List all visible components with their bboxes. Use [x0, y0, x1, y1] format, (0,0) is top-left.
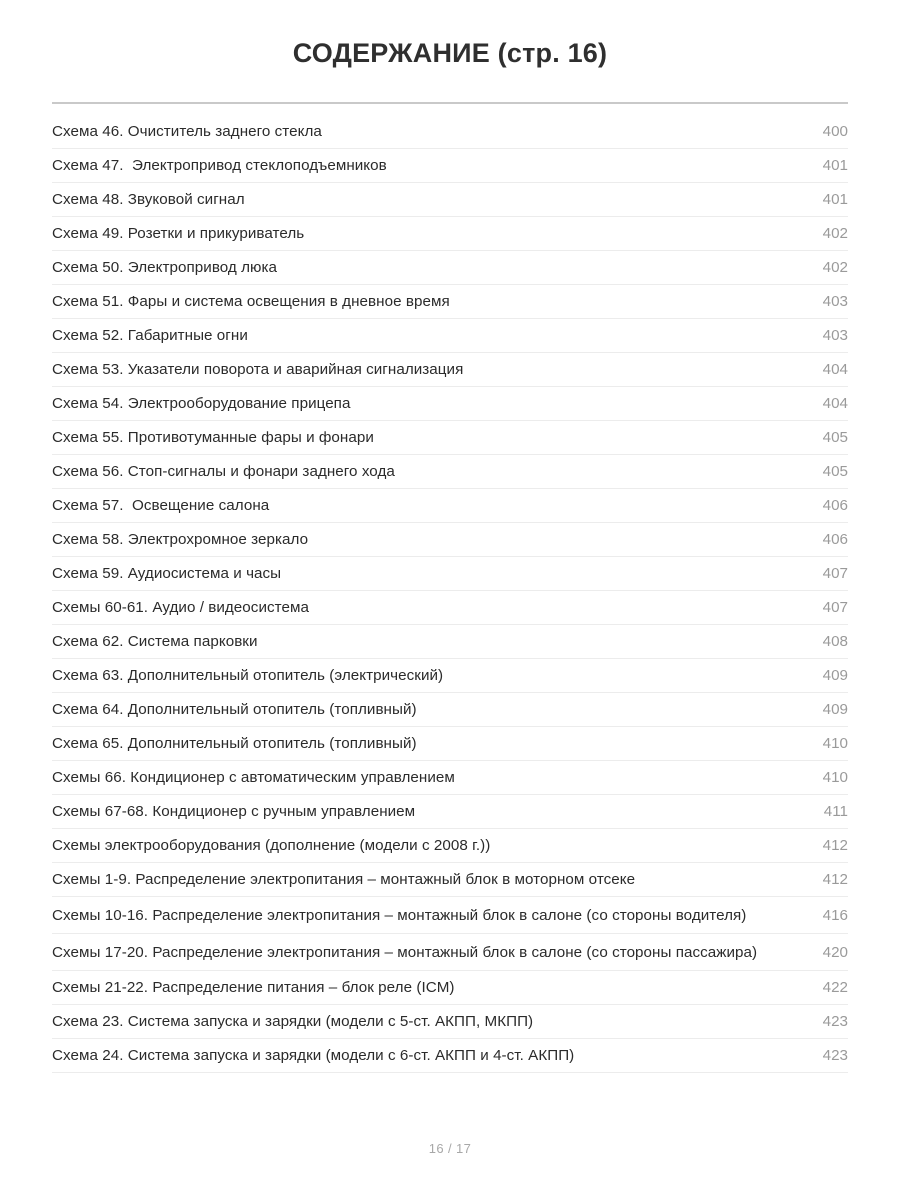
- toc-entry-page-number: 401: [822, 191, 848, 209]
- toc-entry-title: Схема 65. Дополнительный отопитель (топливный): [52, 735, 417, 753]
- toc-entry-row[interactable]: [52, 217, 848, 251]
- toc-entry-title: Схемы 67-68. Кондиционер с ручным управлением: [52, 803, 416, 821]
- toc-entry-page-number: 404: [822, 395, 848, 413]
- toc-entry-page-number: 403: [822, 293, 848, 311]
- toc-entry-title: Схема 46. Очиститель заднего стекла: [52, 123, 322, 141]
- toc-entry-row[interactable]: [52, 319, 848, 353]
- toc-entry-row[interactable]: [52, 557, 848, 591]
- toc-entry-row[interactable]: [52, 387, 848, 421]
- toc-entry-title: Схема 48. Звуковой сигнал: [52, 191, 245, 209]
- toc-entry-title: Схемы 21-22. Распределение питания – блок реле (ICM): [52, 979, 455, 997]
- toc-entry-page-number: 406: [822, 497, 848, 515]
- page-title: СОДЕРЖАНИЕ (стр. 16): [292, 38, 608, 68]
- toc-entry-title: Схема 56. Стоп-сигналы и фонари заднего хода: [52, 463, 395, 481]
- toc-entry-page-number: 423: [822, 1013, 848, 1031]
- toc-entry-row[interactable]: [52, 625, 848, 659]
- toc-entry-title: Схема 64. Дополнительный отопитель (топливный): [52, 701, 417, 719]
- toc-entry-row[interactable]: [52, 523, 848, 557]
- page-footer: 16 / 17: [428, 1141, 472, 1156]
- toc-entry-row[interactable]: [52, 353, 848, 387]
- toc-entry-row[interactable]: [52, 251, 848, 285]
- toc-entry-page-number: 402: [822, 225, 848, 243]
- toc-entry-title: Схемы 1-9. Распределение электропитания – монтажный блок в моторном отсеке: [52, 871, 636, 889]
- toc-entry-title: Схемы электрооборудования (дополнение (модели с 2008 г.)): [52, 837, 491, 855]
- toc-entry-row[interactable]: [52, 897, 848, 934]
- toc-entry-page-number: 400: [822, 123, 848, 141]
- toc-entry-row[interactable]: [52, 659, 848, 693]
- toc-entry-row[interactable]: [52, 761, 848, 795]
- toc-entry-row[interactable]: [52, 693, 848, 727]
- toc-entry-row[interactable]: [52, 971, 848, 1005]
- toc-entry-row[interactable]: [52, 285, 848, 319]
- toc-entry-page-number: 409: [822, 667, 848, 685]
- toc-entry-row[interactable]: [52, 934, 848, 971]
- toc-entry-title: Схема 53. Указатели поворота и аварийная сигнализация: [52, 361, 464, 379]
- toc-entry-page-number: 401: [822, 157, 848, 175]
- toc-entry-title: Схема 58. Электрохромное зеркало: [52, 531, 309, 549]
- toc-entry-row[interactable]: [52, 1005, 848, 1039]
- toc-entry-title: Схема 62. Система парковки: [52, 633, 258, 651]
- toc-entry-row[interactable]: [52, 183, 848, 217]
- toc-entry-row[interactable]: [52, 727, 848, 761]
- title-divider: [52, 102, 848, 104]
- toc-entry-row[interactable]: [52, 829, 848, 863]
- toc-entry-row[interactable]: [52, 421, 848, 455]
- toc-entry-page-number: 411: [823, 803, 848, 821]
- toc-entry-title: Схема 59. Аудиосистема и часы: [52, 565, 282, 583]
- toc-entry-page-number: 405: [822, 429, 848, 447]
- toc-entry-title: Схемы 66. Кондиционер с автоматическим управлением: [52, 769, 455, 787]
- toc-entry-page-number: 406: [822, 531, 848, 549]
- toc-entry-title: Схема 49. Розетки и прикуриватель: [52, 225, 305, 243]
- toc-entry-row[interactable]: [52, 591, 848, 625]
- toc-entry-title: Схемы 10-16. Распределение электропитания – монтажный блок в салоне (со стороны водителя): [52, 907, 747, 925]
- toc-entry-row[interactable]: [52, 149, 848, 183]
- toc-entry-title: Схема 24. Система запуска и зарядки (модели с 6-ст. АКПП и 4-ст. АКПП): [52, 1047, 575, 1065]
- toc-entry-title: Схема 52. Габаритные огни: [52, 327, 248, 345]
- toc-entry-page-number: 412: [822, 871, 848, 889]
- toc-entry-page-number: 422: [822, 979, 848, 997]
- toc-entry-row[interactable]: [52, 115, 848, 149]
- toc-entry-title: Схема 23. Система запуска и зарядки (модели с 5-ст. АКПП, МКПП): [52, 1013, 534, 1031]
- toc-entry-title: Схема 63. Дополнительный отопитель (электрический): [52, 667, 444, 685]
- toc-entry-title: Схема 47. Электропривод стеклоподъемников: [52, 157, 387, 175]
- toc-entry-page-number: 407: [822, 599, 848, 617]
- toc-entry-title: Схема 50. Электропривод люка: [52, 259, 277, 277]
- toc-entry-page-number: 420: [822, 944, 848, 962]
- toc-entry-page-number: 409: [822, 701, 848, 719]
- toc-entry-page-number: 405: [822, 463, 848, 481]
- toc-entry-page-number: 412: [822, 837, 848, 855]
- toc-entry-page-number: 423: [822, 1047, 848, 1065]
- toc-entry-row[interactable]: [52, 863, 848, 897]
- toc-entry-title: Схема 54. Электрооборудование прицепа: [52, 395, 351, 413]
- toc-entry-page-number: 410: [822, 735, 848, 753]
- toc-entry-title: Схема 57. Освещение салона: [52, 497, 270, 515]
- toc-entry-title: Схемы 17-20. Распределение электропитания – монтажный блок в салоне (со стороны пассажира): [52, 944, 758, 962]
- toc-entry-page-number: 410: [822, 769, 848, 787]
- toc-entry-page-number: 408: [822, 633, 848, 651]
- toc-entry-row[interactable]: [52, 455, 848, 489]
- toc-entry-title: Схемы 60-61. Аудио / видеосистема: [52, 599, 309, 617]
- toc-entry-page-number: 403: [822, 327, 848, 345]
- toc-entry-page-number: 404: [822, 361, 848, 379]
- toc-entry-row[interactable]: [52, 1039, 848, 1073]
- toc-entry-page-number: 416: [822, 907, 848, 925]
- toc-entry-title: Схема 55. Противотуманные фары и фонари: [52, 429, 374, 447]
- toc-entry-page-number: 407: [822, 565, 848, 583]
- toc-entry-row[interactable]: [52, 489, 848, 523]
- toc-entry-title: Схема 51. Фары и система освещения в дневное время: [52, 293, 450, 311]
- toc-entry-page-number: 402: [822, 259, 848, 277]
- table-of-contents-list: [52, 115, 848, 1073]
- toc-entry-row[interactable]: [52, 795, 848, 829]
